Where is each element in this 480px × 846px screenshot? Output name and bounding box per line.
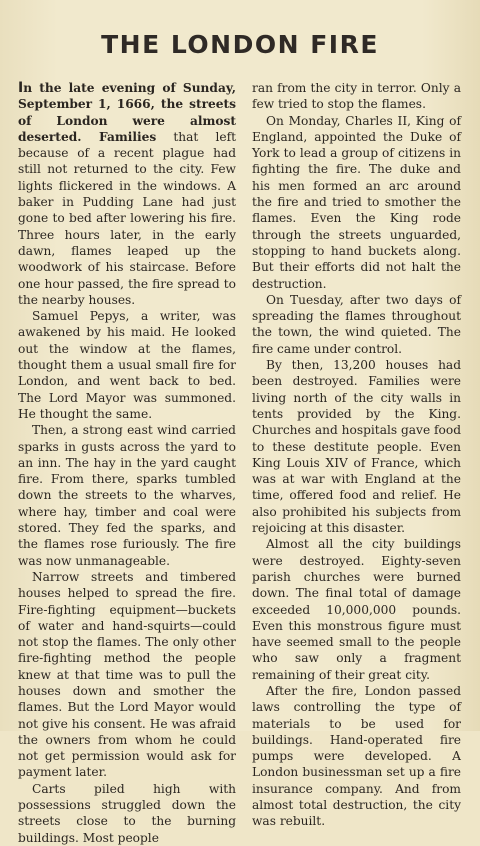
paragraph: After the fire, London passed laws controlling the type of materials to be used for buildings. Hand-operated fire pumps were developed. A London businessman set up a fire insurance company. And from almost total destruction, the city was rebuilt. bbox=[252, 683, 461, 829]
paragraph: Samuel Pepys, a writer, was awakened by his maid. He looked out the window at the flames, thought them a usual small fire for London, and went back to bed. The Lord Mayor was summoned. He thought the same. bbox=[18, 309, 236, 421]
paragraph: On Tuesday, after two days of spreading the flames throughout the town, the wind quieted. The fire came under control. bbox=[252, 292, 461, 356]
bold-lead-text: n the late evening of Sunday, September 1, 1666, the streets of London were almost deserted. Families bbox=[18, 81, 236, 144]
paragraph: On Monday, Charles II, King of England, appointed the Duke of York to lead a group of citizens in fighting the fire. The duke and his men formed an arc around the fire and tried to smother the flames. Even the King rode through the streets unguarded, stopping to hand buckets along. But their efforts did not halt the destruction. bbox=[252, 113, 461, 291]
paragraph-continuation: ran from the city in terror. Only a few tried to stop the flames. bbox=[252, 81, 461, 112]
right-column bbox=[252, 80, 461, 830]
paragraph bbox=[18, 80, 236, 308]
paragraph-text: that left because of a recent plague had still not returned to the city. Few lights flickered in the windows. A baker in Pudding Lane had just gone to bed after lowering his fire. Three hours later, in the early dawn, flames leaped up the woodwork of his staircase. Before one hour passed, the fire spread to the nearby houses. bbox=[18, 129, 236, 307]
paragraph: By then, 13,200 houses had been destroyed. Families were living north of the city walls in tents provided by the King. Churches and hospitals gave food to these destitute people. Even King Louis XIV of France, which was at war with England at the time, offered food and relief. He also prohibited his subjects from rejoicing at this disaster. bbox=[252, 358, 462, 536]
drop-cap: I bbox=[18, 80, 24, 96]
paragraph: Carts piled high with possessions struggled down the streets close to the burning buildings. Most people bbox=[18, 781, 236, 845]
article-title: THE LONDON FIRE bbox=[101, 30, 379, 59]
left-column bbox=[18, 80, 236, 846]
paragraph: Almost all the city buildings were destroyed. Eighty-seven parish churches were burned down. The final total of damage exceeded 10,000,000 pounds. Even this monstrous figure must have seemed small to the people who saw only a fragment remaining of their great city. bbox=[252, 537, 461, 682]
paragraph: Then, a strong east wind carried sparks in gusts across the yard to an inn. The hay in the yard caught fire. From there, sparks tumbled down the streets to the wharves, where hay, timber and coal were stored. They fed the sparks, and the flames rose furiously. The fire was now unmanageable. bbox=[18, 423, 236, 568]
paragraph: Narrow streets and timbered houses helped to spread the fire. Fire-fighting equipment—buckets of water and hand-squirts—could not stop the flames. The only other fire-fighting method the people knew at that time was to pull the houses down and smother the flames. But the Lord Mayor would not give his consent. He was afraid the owners from whom he could not get permission would ask for payment later. bbox=[18, 569, 236, 780]
